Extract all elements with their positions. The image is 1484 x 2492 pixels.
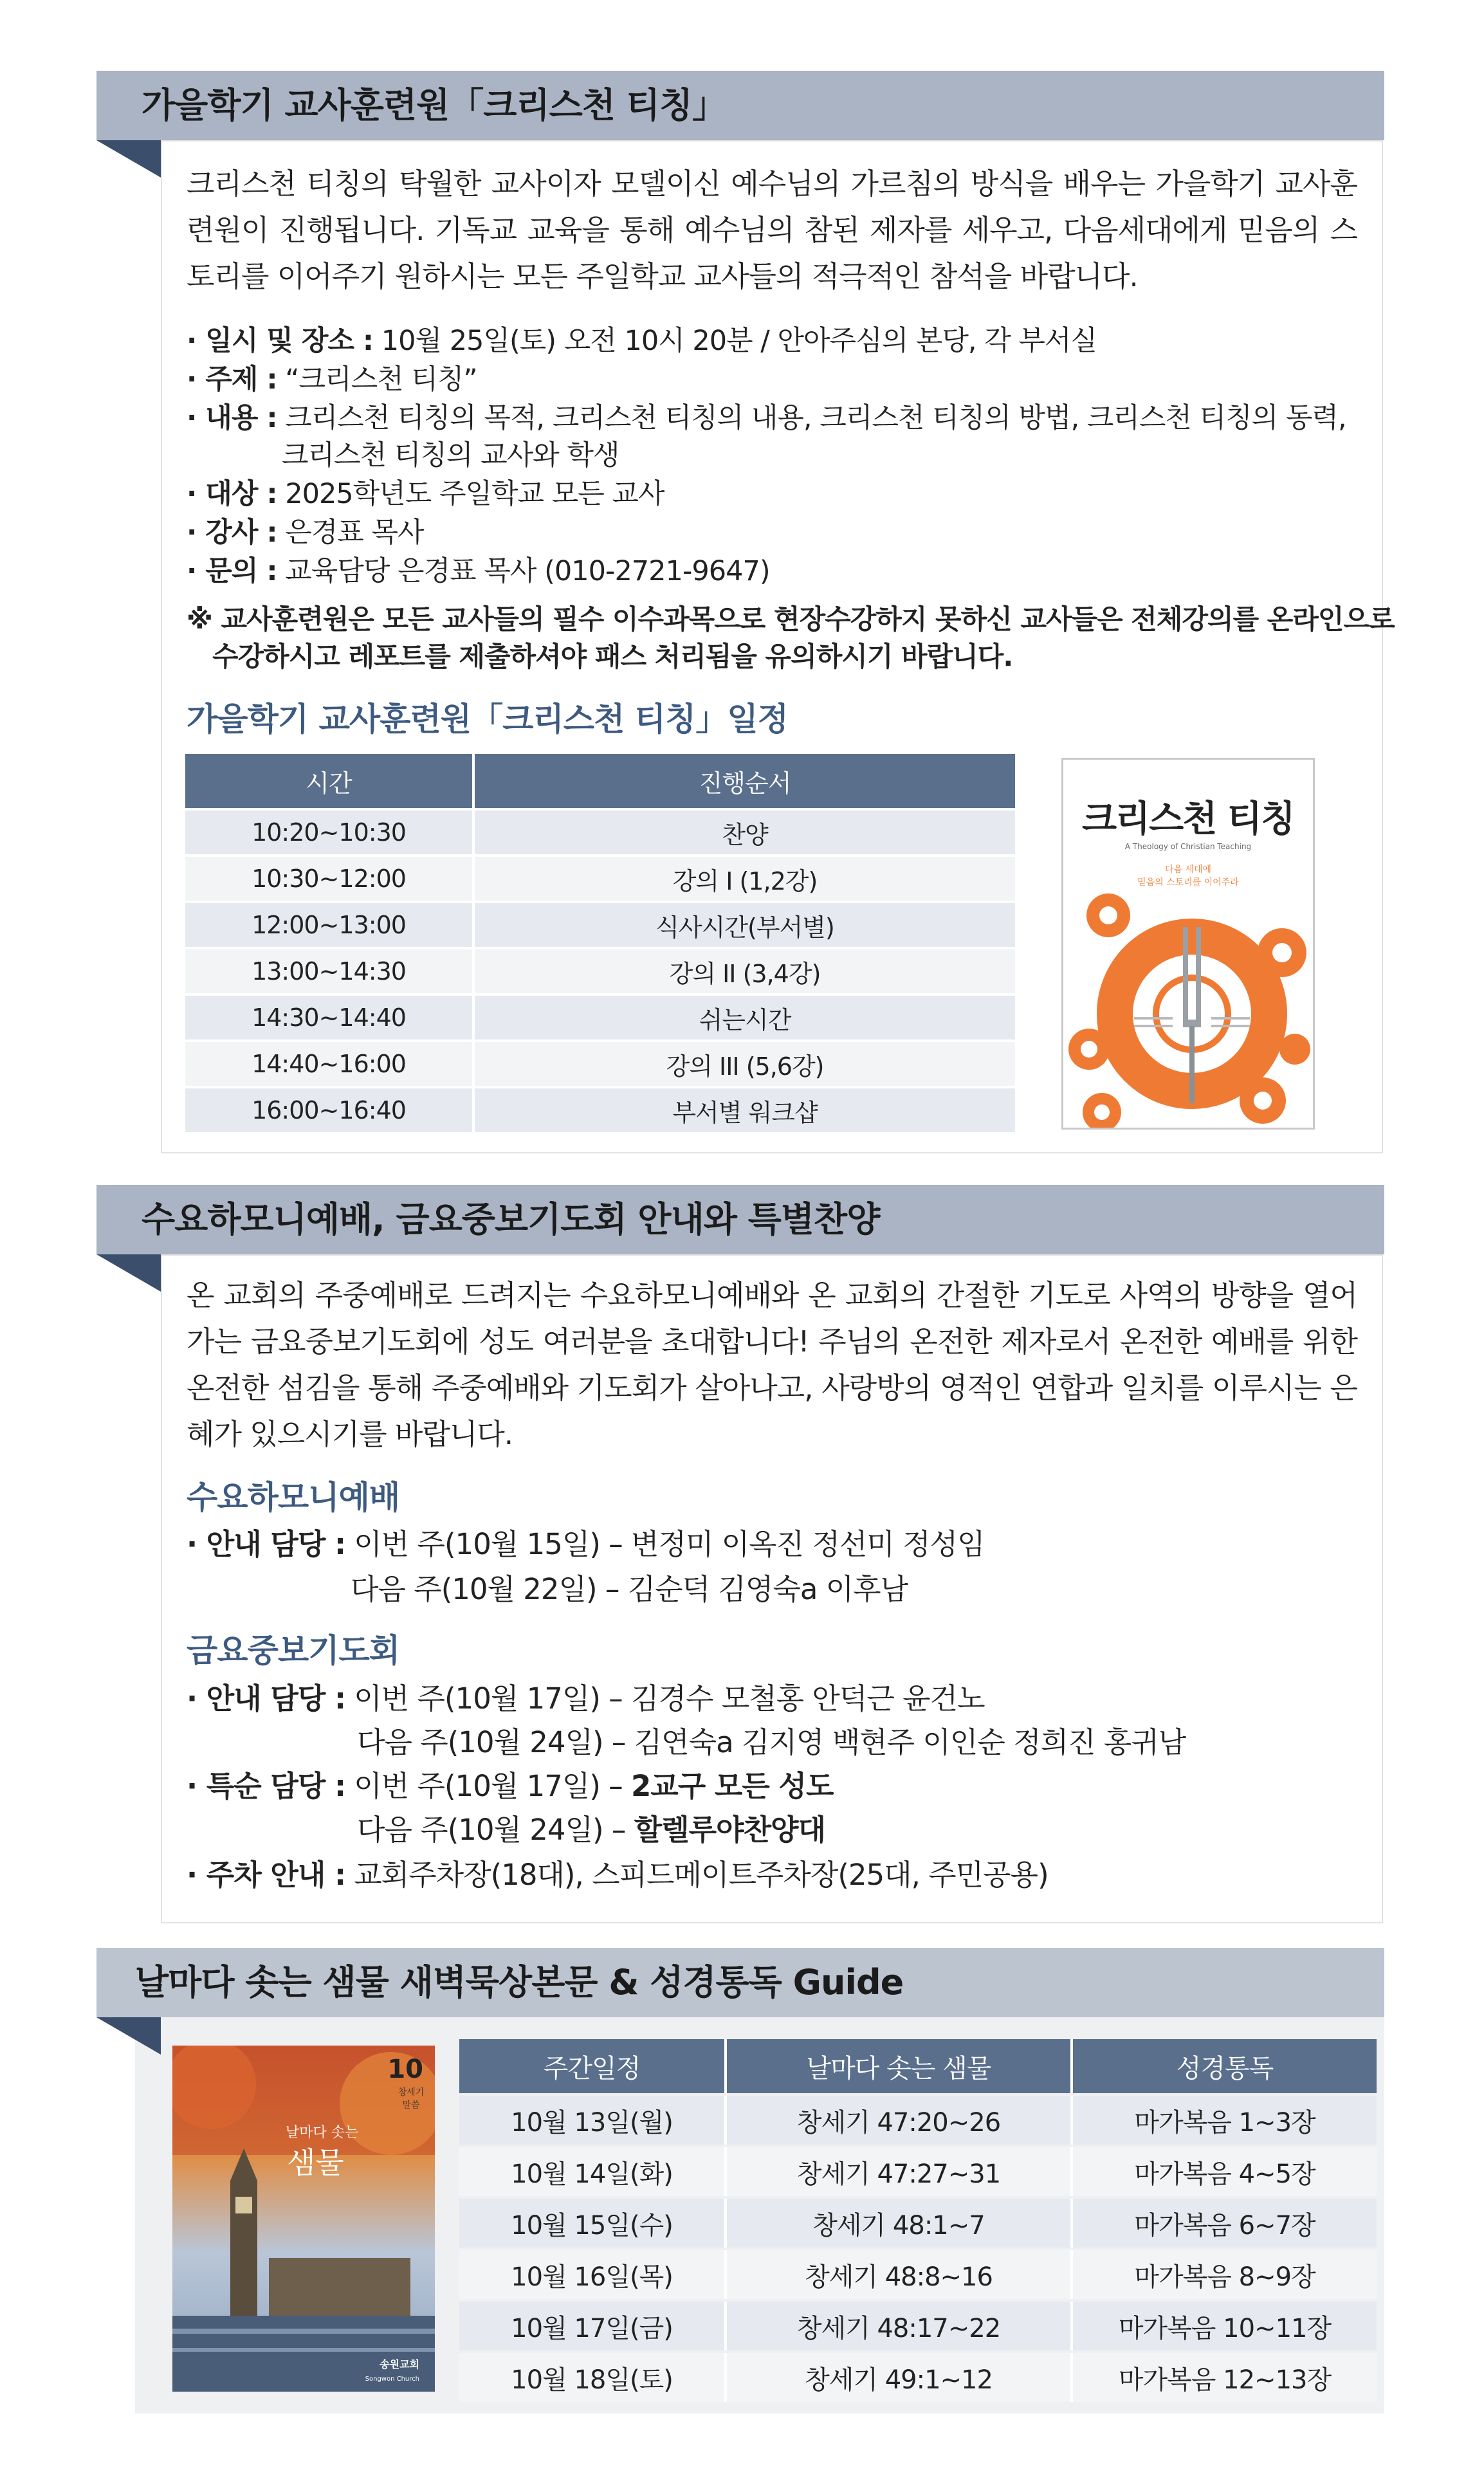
- friday-special-line-2: [357, 1806, 825, 1848]
- wednesday-usher-line-1: [187, 1521, 985, 1562]
- header-fold: [96, 1254, 161, 1292]
- friday-special-line-1: [187, 1763, 833, 1804]
- devotion-table: [459, 2037, 1377, 2405]
- intro-paragraph: 크리스천 티칭의 탁월한 교사이자 모델이신 예수님의 가르침의 방식을 배우는 가을학기 교사훈련원이 진행됩니다. 기독교 교육을 통해 예수님의 참된 제자를 세우고, 다음세대에게 믿음의 스토리를 이어주기 원하시는 모든 주일학교 교사들의 적극적인 참석을 바랍니다.: [187, 167, 1357, 293]
- table-cell: 10월 17일(금): [459, 2302, 724, 2350]
- friday-usher-line-1: [187, 1675, 985, 1717]
- book-cover-christian-teaching: [1061, 758, 1315, 1130]
- book-title: 크리스천 티칭: [1081, 798, 1295, 840]
- info-value: 2025학년도 주일학교 모든 교사: [277, 478, 664, 510]
- label: · 주차 안내 :: [187, 1858, 345, 1892]
- value-bold: 할렐루야찬양대: [634, 1813, 825, 1847]
- info-value: 10월 25일(토) 오전 10시 20분 / 안아주심의 본당, 각 부서실: [373, 325, 1097, 357]
- label: · 안내 담당 :: [187, 1527, 345, 1561]
- table-cell: 창세기 48:17~22: [724, 2302, 1070, 2350]
- info-item: [187, 511, 424, 550]
- table-cell: 마가복음 1~3장: [1070, 2096, 1377, 2145]
- table-row: [459, 2096, 1377, 2145]
- table-cell: 마가복음 4~5장: [1070, 2147, 1377, 2196]
- table-cell: 마가복음 10~11장: [1070, 2302, 1377, 2350]
- col-header-week: 주간일정: [459, 2039, 724, 2093]
- info-value: 교육담당 은경표 목사 (010-2721-9647): [277, 555, 770, 587]
- table-row: [185, 903, 1015, 947]
- col-header-time: 시간: [185, 754, 472, 808]
- worship-intro-paragraph: 온 교회의 주중예배로 드려지는 수요하모니예배와 온 교회의 간절한 기도로 사역의 방향을 열어가는 금요중보기도회에 성도 여러분을 초대합니다! 주님의 온전한 제자로서 온전한 예배를 위한 온전한 섬김을 통해 주중예배와 기도회가 살아나고, 사랑방의 영적인 연합과 일치를 이루시는 은혜가 있으시기를 바랍니다.: [187, 1278, 1357, 1451]
- table-cell: 마가복음 12~13장: [1070, 2353, 1377, 2402]
- table-row: [185, 949, 1015, 993]
- cover-month-label: 창세기 말씀: [398, 2087, 425, 2111]
- table-row: [185, 996, 1015, 1040]
- table-cell: 14:40~16:00: [185, 1042, 472, 1086]
- wednesday-title: 수요하모니예배: [187, 1479, 400, 1516]
- table-cell: 창세기 49:1~12: [724, 2353, 1070, 2402]
- devotion-book-cover: [172, 2046, 435, 2392]
- info-value: 크리스천 티칭의 교사와 학생: [282, 439, 619, 472]
- info-value: 은경표 목사: [277, 517, 424, 549]
- book-tagline-1: 다음 세대에: [1164, 865, 1212, 875]
- table-row: [459, 2147, 1377, 2196]
- cover-church-name: 송원교회: [380, 2358, 419, 2370]
- table-cell: 강의 III (5,6강): [472, 1042, 1015, 1086]
- cover-issue-number: 10: [387, 2055, 423, 2084]
- notice-line-2: 수강하시고 레포트를 제출하셔야 패스 처리됨을 유의하시기 바랍니다.: [212, 641, 1013, 672]
- value-bold: 2교구 모든 성도: [631, 1769, 834, 1803]
- table-cell: 창세기 47:20~26: [724, 2096, 1070, 2145]
- value: 다음 주(10월 24일) –: [357, 1813, 634, 1847]
- info-value: 크리스천 티칭의 목적, 크리스천 티칭의 내용, 크리스천 티칭의 방법, 크리스천 티칭의 동력,: [277, 402, 1346, 434]
- book-tagline-2: 믿음의 스토리를 이어주라: [1137, 877, 1239, 888]
- info-label: · 내용 :: [187, 402, 277, 434]
- table-row: [185, 1088, 1015, 1132]
- table-cell: 마가복음 6~7장: [1070, 2199, 1377, 2248]
- col-header-program: 진행순서: [472, 754, 1015, 808]
- table-cell: 부서별 워크샵: [472, 1088, 1015, 1132]
- info-label: · 강사 :: [187, 517, 277, 549]
- table-row: [459, 2250, 1377, 2299]
- table-cell: 14:30~14:40: [185, 996, 472, 1040]
- info-item: [187, 472, 664, 511]
- section-title: 가을학기 교사훈련원「크리스천 티칭」: [142, 85, 727, 125]
- value: 교회주차장(18대), 스피드메이트주차장(25대, 주민공용): [345, 1858, 1049, 1892]
- info-item: [187, 319, 1097, 358]
- label: · 특순 담당 :: [187, 1769, 345, 1803]
- table-cell: 13:00~14:30: [185, 949, 472, 993]
- section-header-devotion: [96, 1948, 1384, 2017]
- wednesday-usher-line-2: 다음 주(10월 22일) – 김순덕 김영숙a 이후남: [351, 1572, 908, 1606]
- cover-illustration: [172, 2046, 435, 2392]
- col-header-devotion: 날마다 솟는 샘물: [724, 2039, 1070, 2093]
- table-cell: 창세기 48:8~16: [724, 2250, 1070, 2299]
- table-cell: 12:00~13:00: [185, 903, 472, 947]
- table-cell: 16:00~16:40: [185, 1088, 472, 1132]
- section-header-teacher-training: [96, 71, 1384, 140]
- table-cell: 마가복음 8~9장: [1070, 2250, 1377, 2299]
- book-subtitle: A Theology of Christian Teaching: [1124, 842, 1252, 851]
- info-label: · 대상 :: [187, 478, 277, 510]
- info-item: [282, 434, 619, 473]
- table-cell: 10월 13일(월): [459, 2096, 724, 2145]
- table-cell: 창세기 47:27~31: [724, 2147, 1070, 2196]
- cover-title-small: 날마다 솟는: [286, 2125, 359, 2141]
- header-fold: [96, 2017, 161, 2055]
- info-item: [187, 549, 770, 589]
- section-header-worship: [96, 1185, 1384, 1254]
- table-cell: 10월 14일(화): [459, 2147, 724, 2196]
- table-cell: 쉬는시간: [472, 996, 1015, 1040]
- friday-title: 금요중보기도회: [187, 1632, 400, 1669]
- table-row: [459, 2302, 1377, 2350]
- table-row: [185, 811, 1015, 854]
- tuning-fork-illustration: [1063, 760, 1315, 1130]
- parking-line: [187, 1851, 1049, 1893]
- col-header-reading: 성경통독: [1070, 2039, 1377, 2093]
- info-label: · 일시 및 장소 :: [187, 325, 374, 357]
- friday-usher-line-2: 다음 주(10월 24일) – 김연숙a 김지영 백현주 이인순 정희진 홍귀남: [357, 1725, 1186, 1759]
- table-cell: 10월 16일(목): [459, 2250, 724, 2299]
- notice-line-1: ※ 교사훈련원은 모든 교사들의 필수 이수과목으로 현장수강하지 못하신 교사들은 전체강의를 온라인으로: [187, 603, 1395, 635]
- table-cell: 식사시간(부서별): [472, 903, 1015, 947]
- table-row: [185, 1042, 1015, 1086]
- info-label: · 문의 :: [187, 555, 277, 587]
- schedule-title: 가을학기 교사훈련원「크리스천 티칭」일정: [187, 701, 788, 738]
- info-value: “크리스천 티칭”: [277, 363, 477, 396]
- info-item: [187, 358, 477, 397]
- table-cell: 10:20~10:30: [185, 811, 472, 854]
- table-cell: 10월 18일(토): [459, 2353, 724, 2402]
- table-cell: 10월 15일(수): [459, 2199, 724, 2248]
- value: 이번 주(10월 17일) –: [345, 1769, 631, 1803]
- value: 이번 주(10월 15일) – 변정미 이옥진 정선미 정성임: [345, 1527, 985, 1561]
- table-row: [459, 2199, 1377, 2248]
- table-cell: 10:30~12:00: [185, 857, 472, 901]
- section-title: 수요하모니예배, 금요중보기도회 안내와 특별찬양: [142, 1199, 880, 1240]
- schedule-table: [185, 751, 1015, 1135]
- label: · 안내 담당 :: [187, 1681, 345, 1716]
- table-row: [185, 857, 1015, 901]
- section-title: 날마다 솟는 샘물 새벽묵상본문 & 성경통독 Guide: [135, 1962, 904, 2002]
- info-item: [187, 396, 1346, 435]
- table-cell: 찬양: [472, 811, 1015, 854]
- header-fold: [96, 140, 161, 178]
- table-cell: 창세기 48:1~7: [724, 2199, 1070, 2248]
- table-cell: 강의 II (3,4강): [472, 949, 1015, 993]
- table-cell: 강의 I (1,2강): [472, 857, 1015, 901]
- cover-church-name-en: Songwon Church: [365, 2376, 419, 2383]
- table-row: [459, 2353, 1377, 2402]
- info-label: · 주제 :: [187, 363, 277, 396]
- value: 이번 주(10월 17일) – 김경수 모철홍 안덕근 윤건노: [345, 1681, 985, 1716]
- cover-title-big: 샘물: [287, 2145, 344, 2180]
